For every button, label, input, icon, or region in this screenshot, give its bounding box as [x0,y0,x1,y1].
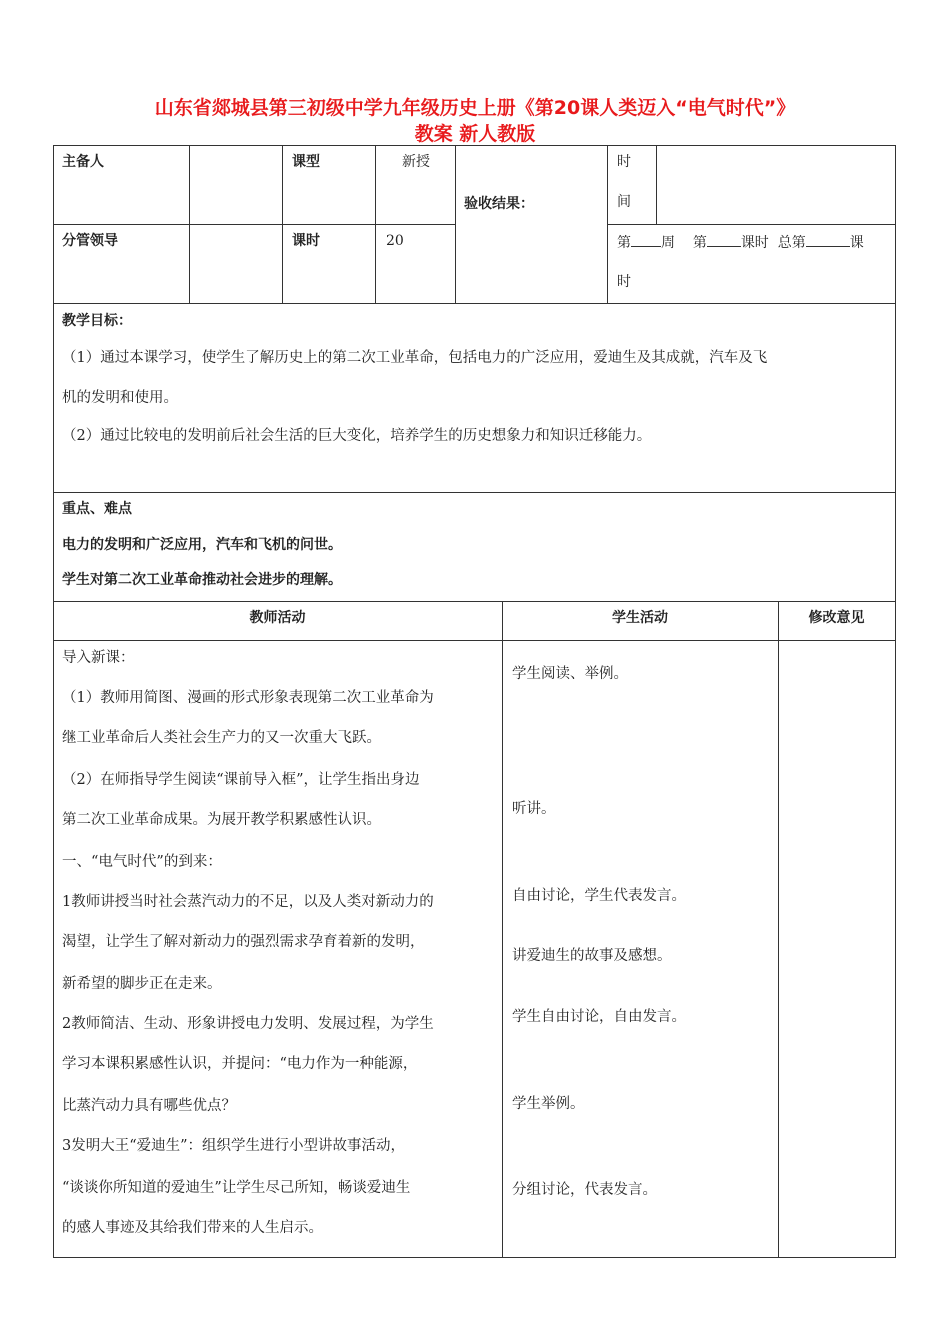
student-line: 学生阅读、举例。 [512,666,628,682]
schedule-week-blank [631,231,661,247]
revision-header: 修改意见 [808,610,865,626]
teacher-line: 2教师简洁、生动、形象讲授电力发明、发展过程，为学生 [62,1016,434,1032]
lesson-type-value: 新授 [402,154,430,170]
teacher-line: 继工业革命后人类社会生产力的又一次重大飞跃。 [62,730,381,746]
schedule-ke: 课 [849,235,864,251]
lesson-type-label: 课型 [292,154,320,170]
document-title-line2: 教案 新人教版 [414,123,536,145]
schedule-total: 总第 [777,235,806,251]
teacher-activity-header: 教师活动 [249,610,306,626]
teacher-line: 渴望，让学生了解对新动力的强烈需求孕育着新的发明， [62,934,425,950]
preparer-label: 主备人 [62,154,104,170]
objective-1-line1: （1）通过本课学习，使学生了解历史上的第二次工业革命，包括电力的广泛应用，爱迪生及其成就，汽车及飞 [62,350,768,366]
teacher-line: 新希望的脚步正在走来。 [62,976,222,992]
objectives-heading: 教学目标： [62,313,132,329]
schedule-total-blank [806,231,850,247]
teacher-line: （2）在师指导学生阅读“课前导入框”，让学生指出身边 [62,772,420,788]
teacher-line: 一、“电气时代”的到来： [62,854,222,870]
period-label: 课时 [292,233,320,249]
student-line: 分组讨论，代表发言。 [512,1182,657,1198]
schedule-period-blank [707,231,741,247]
teacher-line: 学习本课积累感性认识，并提问：“电力作为一种能源， [62,1056,418,1072]
schedule-shi: 时 [617,274,631,290]
student-activity-header: 学生活动 [612,610,668,626]
teacher-line: 1教师讲授当时社会蒸汽动力的不足，以及人类对新动力的 [62,894,434,910]
period-value: 20 [386,233,404,249]
document-title-line1: 山东省郯城县第三初级中学九年级历史上册《第20课人类迈入“电气时代”》 [154,97,796,119]
objective-1-line2: 机的发明和使用。 [62,390,178,406]
key-points-heading: 重点、难点 [62,501,132,517]
acceptance-label: 验收结果： [464,196,534,212]
teacher-line: 3发明大王“爱迪生”：组织学生进行小型讲故事活动， [62,1138,406,1154]
teacher-line: 的感人事迹及其给我们带来的人生启示。 [62,1220,323,1236]
student-line: 自由讨论，学生代表发言。 [512,888,686,904]
teacher-line: “谈谈你所知道的爱迪生”让学生尽己所知，畅谈爱迪生 [62,1180,411,1196]
key-point-1: 电力的发明和广泛应用，汽车和飞机的问世。 [62,537,342,553]
key-point-2: 学生对第二次工业革命推动社会进步的理解。 [62,572,342,588]
student-line: 学生举例。 [512,1096,585,1112]
time-label-1: 时 [617,154,631,170]
schedule-line [617,231,864,253]
teacher-line: 比蒸汽动力具有哪些优点？ [62,1098,236,1114]
teacher-line: 第二次工业革命成果。为展开教学积累感性认识。 [62,812,381,828]
objective-2: （2）通过比较电的发明前后社会生活的巨大变化，培养学生的历史想象力和知识迁移能力。 [62,428,652,444]
time-label-2: 间 [617,194,631,210]
student-line: 学生自由讨论，自由发言。 [512,1009,686,1025]
student-line: 讲爱迪生的故事及感想。 [512,948,672,964]
teacher-line: （1）教师用简图、漫画的形式形象表现第二次工业革命为 [62,690,434,706]
schedule-di: 第 [617,235,631,251]
leader-label: 分管领导 [62,233,118,249]
schedule-period: 课时 [740,235,769,251]
teacher-line: 导入新课： [62,650,135,666]
schedule-di2: 第 [692,235,707,251]
student-line: 听讲。 [512,801,556,817]
schedule-week: 周 [661,235,675,251]
